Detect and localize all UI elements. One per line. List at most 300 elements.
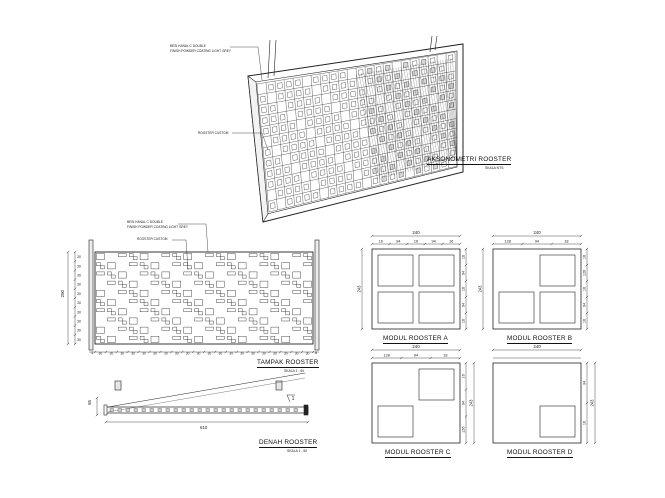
module-top-dim: 94 [413,353,419,358]
elev-block [206,272,214,278]
axo-block-opening [336,135,341,141]
elev-col-dim: 30 [218,351,223,356]
elev-block [97,300,101,303]
elev-col-dim: 30 [283,351,288,356]
module-side-dim: 94 [582,302,587,308]
axo-block-opening [450,150,454,156]
elev-block [107,300,115,306]
elev-block [173,336,181,339]
elev-block [304,263,312,266]
elev-block [227,300,231,303]
elev-row-dim: 30 [77,282,81,287]
elev-block [107,336,115,342]
axo-block-opening [364,160,369,166]
module-block [540,292,575,323]
elev-block [151,272,155,275]
elev-block [129,254,133,257]
elev-block [97,272,105,275]
elev-block [264,330,268,333]
axo-block-opening [390,164,395,170]
elev-block [177,293,181,296]
elev-block [151,281,159,284]
axo-block-opening [351,91,356,97]
elev-block [282,272,286,275]
axo-block-opening [277,179,282,185]
axo-block-opening [449,83,454,89]
elev-block [100,303,104,306]
elev-block [184,290,192,296]
axo-block-opening [336,145,341,151]
plan-block [198,409,202,412]
axo-block-opening [260,96,265,102]
axo-block-opening [287,92,292,98]
elev-block [304,318,312,324]
elev-block [166,321,170,324]
axo-block-opening [283,146,288,152]
elev-block [199,312,203,315]
elev-col-dim: 30 [174,351,179,356]
module-side-dim: 94 [461,270,466,276]
elev-block [195,263,203,269]
axo-block-opening [448,55,453,61]
axo-block-opening [295,80,300,86]
axo-block-opening [286,81,291,87]
elev-block [206,281,210,284]
elev-block [133,257,137,260]
elev-block [162,254,170,257]
elev-col-dim: 30 [196,351,201,356]
axo-block-opening [296,90,301,96]
axo-block-opening [432,135,436,141]
elev-block [107,318,115,321]
elev-block [227,309,235,312]
axo-block-opening [329,168,334,174]
axo-block-opening [278,190,283,196]
plan-block [174,409,178,412]
axo-block-opening [345,143,350,149]
axo-block-opening [399,172,403,178]
elev-block [129,281,137,287]
axo-block-opening [404,82,409,88]
elev-block [260,336,268,339]
elev-col-dim: 30 [294,351,299,356]
elev-block [155,275,159,278]
axo-block-opening [323,86,328,92]
axo-block-opening [363,150,368,156]
axo-shade-line [421,63,439,164]
elev-block [184,254,192,260]
axo-block-opening [271,116,276,122]
plan-block [286,409,290,412]
elev-block [271,263,275,266]
axo-block-opening [296,196,301,202]
module-b-title: MODUL ROOSTER B [507,335,573,342]
elev-block [129,290,133,293]
axo-block-opening [270,105,275,111]
elev-block [144,303,148,306]
axo-block-opening [317,128,322,134]
module-top-dim: 18 [564,239,569,244]
axo-block-opening [432,106,437,112]
elev-block [238,336,246,342]
elev-block [107,309,111,312]
elev-block [100,266,104,269]
elev-block [275,303,279,306]
elev-block [195,309,199,312]
plan-block [246,409,250,412]
elev-block [253,284,257,287]
elev-block [227,336,231,339]
elev-col-dim: 30 [98,351,103,356]
elev-block [293,290,301,293]
elev-block [162,327,170,330]
module-total-dim: 240 [533,344,541,349]
axo-block-opening [441,133,445,139]
elev-block [173,300,181,303]
elev-block [293,318,297,321]
elev-block [238,300,246,306]
module-top-dim: 94 [396,239,401,244]
elev-block [238,263,246,269]
elev-block [260,263,268,266]
elev-block [249,254,257,257]
elev-end-dim: 8 [315,351,317,355]
axo-block-opening [307,109,312,115]
axo-block-opening [370,118,375,124]
elev-block [188,303,192,306]
elev-block [151,309,155,312]
elev-block [282,281,290,284]
plan-block [166,409,170,412]
axo-block-opening [361,120,366,126]
axo-block-opening [344,123,349,129]
axo-block-opening [347,174,352,180]
elev-block [293,309,301,315]
axo-block-opening [311,161,316,167]
elev-block [271,327,279,333]
elev-block [282,318,290,321]
module-d-title: MODUL ROOSTER D [507,449,573,456]
axo-block-opening [389,134,394,140]
plan-slope-line [108,373,305,407]
elev-block [107,272,111,275]
elev-row-dim: 30 [77,291,81,296]
axo-block-opening [377,76,382,82]
axo-block-opening [332,84,337,90]
elev-block [118,309,126,315]
elev-block [249,309,257,315]
elev-block [184,272,192,275]
elev-block [227,254,235,260]
elev-block [282,336,290,342]
module-height-dim: 243 [589,399,595,407]
axo-grid-row [264,119,456,159]
plan-block [222,409,226,412]
axo-block-opening [344,133,349,139]
elev-block [122,321,126,324]
elev-block [151,263,159,269]
axo-block-opening [305,89,310,95]
module-top-dim: 128 [383,353,390,358]
axo-block-opening [373,178,378,184]
plan-block [214,409,218,412]
axo-block-opening [267,171,272,177]
plan-title: DENAH ROOSTER [259,439,318,446]
axo-block-opening [406,131,411,137]
axo-block-opening [396,93,401,99]
axo-note-frame-1: BESI HANAL C DOUBLE [170,44,206,48]
elev-block [184,300,188,303]
axo-block-opening [380,136,385,142]
elev-row-dim: 30 [77,255,81,260]
elev-post-left [89,240,93,350]
elev-block [264,257,268,260]
elev-block [253,321,257,324]
elev-block [271,254,279,260]
plan-block [158,409,162,412]
axo-block-opening [441,142,445,148]
module-total-dim: 240 [533,230,541,235]
elev-row-dim: 30 [77,264,81,269]
module-height-dim: 243 [468,399,474,407]
axo-block-opening [390,174,395,180]
module-block [419,255,454,286]
axo-block-opening [325,106,330,112]
elev-block [227,327,235,333]
module-total-dim: 240 [412,230,420,235]
section-mark-line [287,395,290,402]
axo-block-opening [398,152,403,158]
module-side-dim: 16 [582,286,587,292]
elev-block [173,290,177,293]
module-height-dim: 243 [477,285,483,293]
elev-block [293,281,297,284]
axo-block-opening [313,192,318,198]
axo-inner-frame [255,51,457,214]
elev-block [173,263,181,266]
elev-block [286,312,290,315]
axo-block-opening [421,59,426,65]
plan-block [206,409,210,412]
elev-block [162,281,166,284]
module-side-dim: 126 [582,269,587,277]
module-side-dim: 126 [461,426,466,433]
elev-block [297,284,301,287]
elev-block [260,254,264,257]
elev-block [129,263,137,266]
elev-block [231,339,235,342]
axo-block-opening [322,75,327,81]
elev-block [111,312,115,315]
axo-block-opening [304,184,309,190]
module-block [499,292,534,323]
module-side-dim: 16 [461,254,466,260]
axo-block-opening [325,116,330,122]
axo-block-opening [449,93,454,99]
axo-block-opening [354,142,359,148]
elev-block [220,330,224,333]
elev-block [118,290,126,293]
axo-block-opening [430,58,435,64]
elev-block [249,327,257,330]
axo-block-opening [326,127,331,133]
axo-block-opening [298,111,303,117]
module-top-dim: 94 [534,239,540,244]
elev-block [304,281,312,287]
elev-block [238,272,242,275]
elev-row-dim: 30 [77,319,81,324]
plan-block [118,409,122,412]
elev-block [118,327,126,330]
module-height-dim: 243 [356,285,362,293]
elev-block [216,290,220,293]
elev-row-dim: 30 [77,273,81,278]
elev-block [195,336,203,342]
elev-block [260,318,268,324]
elev-note-rooster: ROOSTER CUSTOM [137,237,168,241]
axo-block-opening [273,137,278,143]
axo-block-opening [331,74,336,80]
axo-block-opening [340,72,345,78]
elev-col-dim: 30 [305,351,310,356]
axo-block-opening [353,131,358,137]
axo-block-opening [261,107,266,113]
elev-block [97,336,101,339]
elev-block [260,281,268,287]
elev-block [231,303,235,306]
elev-block [100,339,104,342]
elev-block [188,266,192,269]
elev-block [216,300,224,303]
axo-block-opening [313,77,318,83]
elevation-view [67,224,319,356]
hanger-rod [274,40,276,76]
module-side-dim: 16 [582,318,587,324]
elev-block [107,263,115,269]
axo-block-opening [382,176,387,182]
elev-block [249,318,253,321]
axo-block-opening [320,170,325,176]
axo-block-opening [362,140,367,146]
elev-block [220,293,224,296]
elev-block [238,281,246,284]
elev-block [184,336,188,339]
module-side-dim: 94 [461,400,466,406]
plan-block [230,409,234,412]
axo-block-opening [301,153,306,159]
axo-block-opening [413,90,418,96]
elev-block [162,318,166,321]
axo-block-opening [268,181,273,187]
elev-col-dim: 30 [262,351,266,356]
axo-block-opening [278,93,283,99]
elev-block [260,327,264,330]
elev-block [151,300,159,306]
elev-side-dim: 4 [91,351,93,355]
elev-note-frame-2: FINISH POWDER COATING LIGHT GREY [127,224,188,229]
module-block [540,255,575,286]
elev-block [118,272,126,278]
module-top-dim: 128 [504,239,511,244]
elev-block [140,263,144,266]
axo-block-opening [334,115,339,121]
axo-block-opening [300,132,305,138]
elev-col-dim: 30 [272,351,277,356]
axo-block-opening [263,128,268,134]
elev-block [107,281,115,284]
axo-block-opening [354,152,359,158]
elev-block [206,318,210,321]
axo-block-opening [356,182,361,188]
module-side-dim: 94 [461,302,466,308]
axo-block-opening [368,78,373,84]
axo-block-opening [268,84,273,90]
axo-block-opening [405,101,410,107]
axo-grid-row [267,147,457,191]
elev-block [216,336,224,339]
plan-column [115,381,121,390]
axo-block-opening [348,184,353,190]
module-block [378,255,413,286]
elev-row-dim: 30 [77,337,81,342]
axo-block-opening [288,102,293,108]
module-block [378,406,413,437]
elev-block [282,263,290,269]
plan-block [294,409,298,412]
elev-block [271,309,279,312]
elev-block [129,327,133,330]
elev-block [140,272,148,275]
axo-grid-row [263,109,456,148]
axo-block-opening [440,94,445,100]
axo-block-opening [397,123,402,129]
axo-block-opening [338,176,343,182]
elev-block [140,254,148,260]
plan-block [126,409,130,412]
elev-block [166,284,170,287]
elev-block [227,290,235,296]
elev-block [144,339,148,342]
leader-line [206,224,208,252]
leader-line [186,240,188,270]
elev-block [264,293,268,296]
plan-width-dim: 610 [200,425,208,430]
module-block [419,369,454,400]
plan-block [254,409,258,412]
axo-block-opening [281,125,286,131]
elev-scale: SKALA 1 : 60 [284,369,305,373]
elev-block [242,312,246,315]
elev-block [209,284,213,287]
elev-block [227,272,235,275]
axo-block-opening [342,93,347,99]
elev-block [271,300,275,303]
axo-block-opening [321,180,326,186]
elev-block [173,318,181,324]
axo-block-opening [395,83,400,89]
module-block [378,292,413,323]
elev-block [304,327,308,330]
plan-view [96,373,309,423]
elev-block [177,257,181,260]
axo-block-opening [287,188,292,194]
elev-block [129,318,137,324]
elev-block [111,275,115,278]
axo-block-opening [341,83,346,89]
module-block [419,292,454,323]
elev-block [206,290,214,293]
elev-block [140,327,148,333]
